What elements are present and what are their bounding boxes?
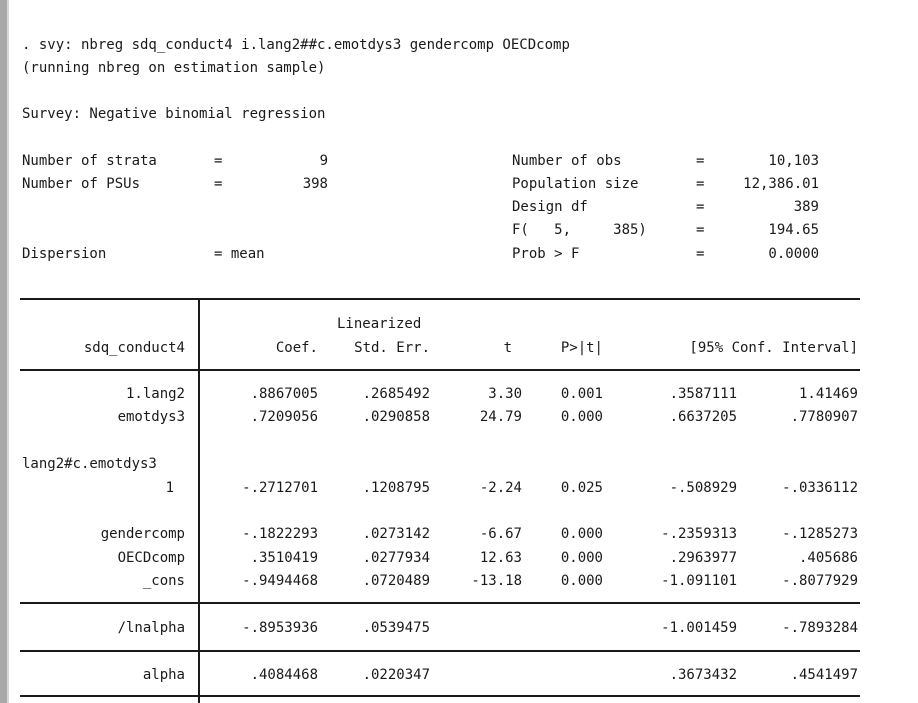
popsize-value: 12,386.01 (743, 176, 819, 192)
ci-low-cell: -1.091101 (661, 573, 737, 589)
ci-high-cell: -.1285273 (782, 526, 858, 542)
header-confint: [95% Conf. Interval] (689, 340, 858, 356)
probf-label: Prob > F (512, 246, 580, 262)
table-bottom-rule (20, 695, 860, 697)
ci-high-cell: -.7893284 (782, 620, 858, 636)
window-left-border (0, 0, 7, 703)
table-row-label: gendercomp (100, 526, 185, 542)
table-top-rule (20, 298, 860, 300)
ci-low-cell: .2963977 (669, 550, 737, 566)
coef-cell: -.8953936 (242, 620, 318, 636)
header-p: P>|t| (560, 340, 603, 356)
se-cell: .0539475 (362, 620, 430, 636)
ci-high-cell: 1.41469 (798, 386, 858, 402)
strata-value: 9 (319, 153, 328, 169)
table-group-label: lang2#c.emotdys3 (22, 456, 157, 472)
coef-cell: -.9494468 (242, 573, 318, 589)
ci-high-cell: .405686 (798, 550, 858, 566)
coef-cell: .8867005 (250, 386, 318, 402)
header-coef: Coef. (275, 340, 318, 356)
table-vertical-rule (198, 298, 200, 703)
designdf-value: 389 (793, 199, 819, 215)
table-row-label: emotdys3 (117, 409, 185, 425)
table-alpha-rule (20, 650, 860, 652)
coef-cell: .3510419 (250, 550, 318, 566)
fstat-eq: = (696, 222, 705, 238)
dispersion-value: = mean (214, 246, 265, 262)
ci-low-cell: -.508929 (669, 480, 737, 496)
command-line: . svy: nbreg sdq_conduct4 i.lang2##c.emotdys3 gendercomp OECDcomp (22, 37, 570, 53)
strata-label: Number of strata (22, 153, 157, 169)
designdf-label: Design df (512, 199, 588, 215)
coef-cell: .4084468 (250, 667, 318, 683)
p-cell: 0.000 (560, 409, 603, 425)
t-cell: -6.67 (479, 526, 522, 542)
nobs-label: Number of obs (512, 153, 622, 169)
p-cell: 0.000 (560, 550, 603, 566)
fstat-label: F( 5, 385) (512, 222, 647, 238)
coef-cell: .7209056 (250, 409, 318, 425)
window-left-border-inner (7, 0, 9, 703)
t-cell: -13.18 (471, 573, 522, 589)
t-cell: 24.79 (479, 409, 522, 425)
ci-low-cell: -.2359313 (661, 526, 737, 542)
t-cell: 12.63 (479, 550, 522, 566)
probf-eq: = (696, 246, 705, 262)
table-row-label: OECDcomp (117, 550, 185, 566)
survey-title: Survey: Negative binomial regression (22, 106, 326, 122)
coef-cell: -.1822293 (242, 526, 318, 542)
psus-label: Number of PSUs (22, 176, 141, 192)
se-cell: .0220347 (362, 667, 430, 683)
table-row-label: _cons (142, 573, 185, 589)
se-cell: .2685492 (362, 386, 430, 402)
p-cell: 0.000 (560, 573, 603, 589)
nobs-value: 10,103 (768, 153, 819, 169)
coef-cell: -.2712701 (242, 480, 318, 496)
p-cell: 0.025 (560, 480, 603, 496)
se-cell: .0290858 (362, 409, 430, 425)
table-row-label: 1 (165, 480, 174, 496)
popsize-eq: = (696, 176, 705, 192)
table-row-label: 1.lang2 (125, 386, 185, 402)
probf-value: 0.0000 (768, 246, 819, 262)
ci-high-cell: -.0336112 (782, 480, 858, 496)
ci-low-cell: .3673432 (669, 667, 737, 683)
designdf-eq: = (696, 199, 705, 215)
table-row-label: alpha (142, 667, 185, 683)
ci-high-cell: -.8077929 (782, 573, 858, 589)
ci-low-cell: -1.001459 (661, 620, 737, 636)
se-cell: .0720489 (362, 573, 430, 589)
table-header-rule (20, 369, 860, 371)
dispersion-label: Dispersion (22, 246, 107, 262)
psus-value: 398 (302, 176, 328, 192)
p-cell: 0.001 (560, 386, 603, 402)
header-stderr: Std. Err. (354, 340, 430, 356)
p-cell: 0.000 (560, 526, 603, 542)
t-cell: -2.24 (479, 480, 522, 496)
se-cell: .0273142 (362, 526, 430, 542)
psus-eq: = (214, 176, 223, 192)
ci-high-cell: .4541497 (790, 667, 858, 683)
se-cell: .0277934 (362, 550, 430, 566)
fstat-value: 194.65 (768, 222, 819, 238)
header-linearized: Linearized (337, 316, 422, 332)
table-mid-rule (20, 602, 860, 604)
ci-low-cell: .3587111 (669, 386, 737, 402)
nobs-eq: = (696, 153, 705, 169)
se-cell: .1208795 (362, 480, 430, 496)
header-t: t (503, 340, 512, 356)
running-note: (running nbreg on estimation sample) (22, 60, 326, 76)
popsize-label: Population size (512, 176, 639, 192)
ci-low-cell: .6637205 (669, 409, 737, 425)
ci-high-cell: .7780907 (790, 409, 858, 425)
t-cell: 3.30 (488, 386, 522, 402)
strata-eq: = (214, 153, 223, 169)
table-row-label: /lnalpha (117, 620, 185, 636)
header-depvar: sdq_conduct4 (83, 340, 185, 356)
